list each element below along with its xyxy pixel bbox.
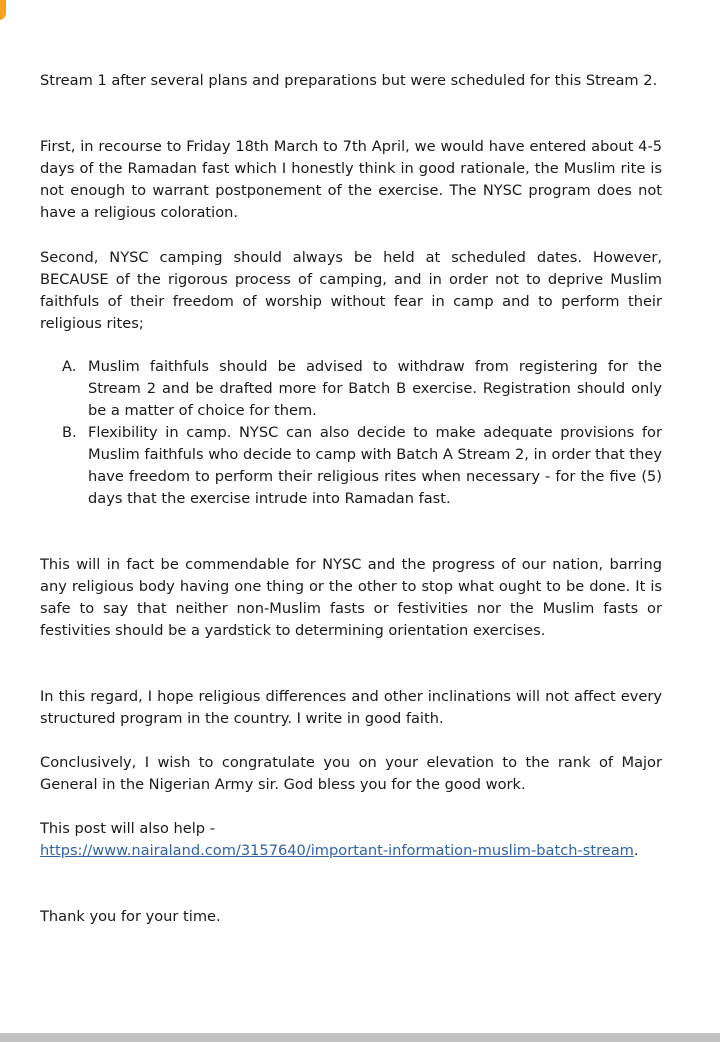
paragraph: First, in recourse to Friday 18th March to 7th April, we would have entered about 4-5 days of the Ramadan fast which I honestly think in good rationale, the Muslim rite is not enough to warrant postponement of the exercise. The NYSC program does not have a religious coloration. bbox=[40, 138, 662, 221]
recommendation-list bbox=[62, 356, 662, 510]
list-marker: B. bbox=[62, 424, 77, 441]
list-marker: A. bbox=[62, 358, 77, 375]
paragraph: Conclusively, I wish to congratulate you on your elevation to the rank of Major General in the Nigerian Army sir. God bless you for the good work. bbox=[40, 754, 662, 793]
bottom-divider bbox=[0, 1033, 720, 1042]
list-text: Flexibility in camp. NYSC can also decide to make adequate provisions for Muslim faithfuls who decide to camp with Batch A Stream 2, in order that they have freedom to perform their religious rites when necessary - for the five (5) days that the exercise intrude into Ramadan fast. bbox=[88, 424, 662, 507]
paragraph: Stream 1 after several plans and preparations but were scheduled for this Stream 2. bbox=[40, 72, 658, 89]
paragraph bbox=[40, 818, 662, 862]
accent-shape bbox=[0, 0, 6, 20]
paragraph: This will in fact be commendable for NYSC and the progress of our nation, barring any religious body having one thing or the other to stop what ought to be done. It is safe to say that neither non-Muslim fasts or festivities nor the Muslim fasts or festivities should be a yardstick to determining orientation exercises. bbox=[40, 556, 662, 639]
list-item bbox=[62, 356, 662, 422]
list-text: Muslim faithfuls should be advised to withdraw from registering for the Stream 2 and be drafted more for Batch B exercise. Registration should only be a matter of choice for them. bbox=[88, 358, 662, 419]
paragraph: Thank you for your time. bbox=[40, 908, 221, 925]
paragraph: In this regard, I hope religious differences and other inclinations will not affect every structured program in the country. I write in good faith. bbox=[40, 688, 662, 727]
list-item bbox=[62, 422, 662, 510]
link-intro: This post will also help - bbox=[40, 820, 215, 837]
nairaland-link[interactable]: https://www.nairaland.com/3157640/important-information-muslim-batch-stream bbox=[40, 842, 634, 859]
paragraph: Second, NYSC camping should always be held at scheduled dates. However, BECAUSE of the rigorous process of camping, and in order not to deprive Muslim faithfuls of their freedom of worship without fear in camp and to perform their religious rites; bbox=[40, 249, 662, 332]
period: . bbox=[633, 842, 639, 859]
